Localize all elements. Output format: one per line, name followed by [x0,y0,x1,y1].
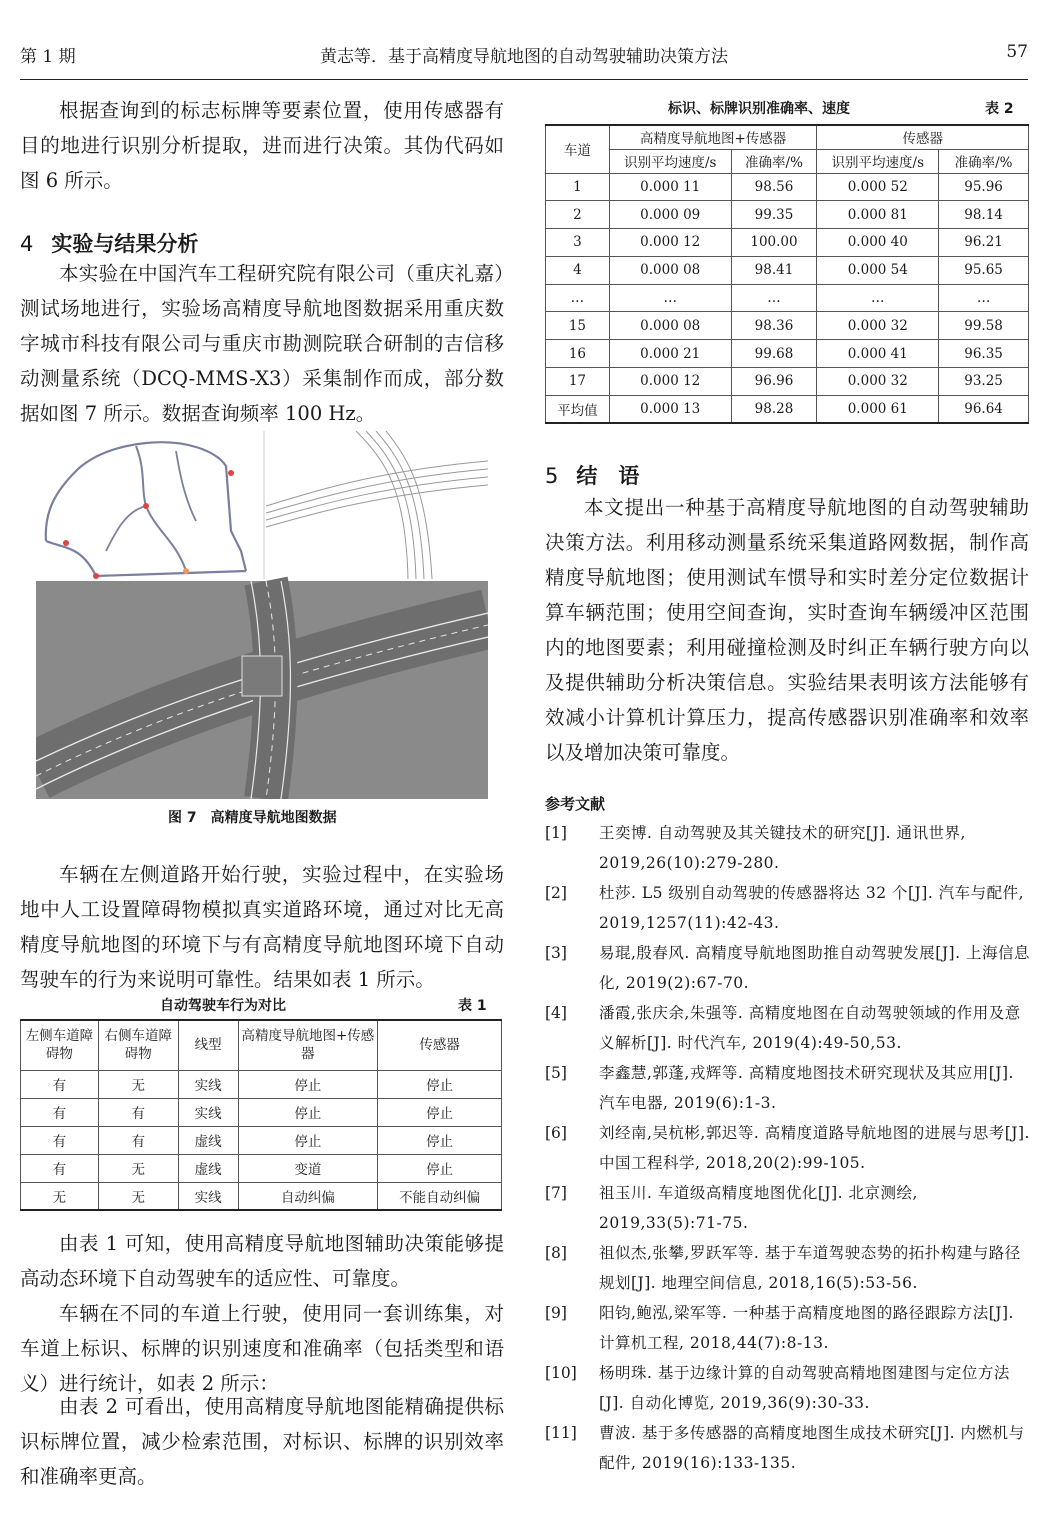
reference-text: 阳钧,鲍泓,梁军等. 一种基于高精度地图的路径跟踪方法[J]. 计算机工程, 2018,44(7):8-13. [599,1304,1014,1352]
paragraph-query-intro: 根据查询到的标志标牌等要素位置，使用传感器有目的地进行识别分析提取，进而进行决策。其伪代码如图 6 所示。 [20,99,504,192]
table-row [21,1182,502,1210]
reference-item [545,1298,1035,1358]
reference-text: 杜莎. L5 级别自动驾驶的传感器将达 32 个[J]. 汽车与配件, 2019,1257(11):42-43. [599,884,1025,932]
table-cell: 实线 [178,1182,238,1210]
table-cell: … [731,284,817,312]
reference-item [545,878,1035,938]
table-2-caption: 标识、标牌识别准确率、速度 [668,101,850,117]
reference-text: 刘经南,吴杭彬,郭迟等. 高精度道路导航地图的进展与思考[J]. 中国工程科学, 2018,20(2):99-105. [599,1124,1030,1172]
table-cell: 93.25 [939,368,1029,396]
table-cell: 0.000 52 [817,173,939,201]
table-cell: 停止 [378,1126,502,1154]
table-cell: 有 [21,1070,99,1098]
table-2 [545,124,1029,424]
table-cell: 无 [21,1182,99,1210]
table-1-header: 左侧车道障碍物 [21,1020,99,1070]
lane-detail-panel [266,431,488,579]
page-number: 57 [1006,42,1028,62]
table-cell: 有 [21,1154,99,1182]
reference-text: 王奕博. 自动驾驶及其关键技术的研究[J]. 通讯世界, 2019,26(10):279-280. [599,824,966,872]
table-cell: 17 [546,368,610,396]
table-cell: 99.58 [939,312,1029,340]
reference-index: [5] [545,1064,567,1082]
table-2-header-row [546,125,1029,149]
reference-item [545,1178,1035,1238]
table-row [546,284,1029,312]
table-cell: 实线 [178,1070,238,1098]
paragraph-table2-conclusion: 由表 2 可看出，使用高精度导航地图能精确提供标识标牌位置，减少检索范围，对标识、标牌的识别效率和准确率更高。 [20,1395,504,1488]
reference-item [545,1358,1035,1418]
table-row [546,368,1029,396]
table-cell: 有 [21,1126,99,1154]
table-row [21,1154,502,1182]
table-cell: 停止 [238,1098,378,1126]
table-row [21,1098,502,1126]
reference-text: 杨明珠. 基于边缘计算的自动驾驶高精地图建图与定位方法[J]. 自动化博览, 2019,36(9):30-33. [599,1364,1010,1412]
table-1-header: 传感器 [378,1020,502,1070]
table-2-body [546,173,1029,423]
reference-text: 祖玉川. 车道级高精度地图优化[J]. 北京测绘, 2019,33(5):71-75. [599,1184,918,1232]
table-2-subheader-speed: 识别平均速度/s [817,149,939,173]
table-row [546,256,1029,284]
table-cell: 0.000 08 [609,256,731,284]
reference-item [545,938,1035,998]
table-cell: 96.64 [939,395,1029,423]
table-cell: 停止 [378,1098,502,1126]
table-cell: 95.65 [939,256,1029,284]
table-cell: 0.000 12 [609,229,731,257]
table-cell: 95.96 [939,173,1029,201]
reference-item [545,1058,1035,1118]
table-cell: 0.000 54 [817,256,939,284]
section-title-text: 实验与结果分析 [51,232,199,256]
table-cell: 99.35 [731,201,817,229]
table-cell: … [939,284,1029,312]
table-2-header-group-hdmap: 高精度导航地图+传感器 [609,125,817,149]
reference-index: [9] [545,1304,567,1322]
table-cell: 1 [546,173,610,201]
table-cell: 0.000 13 [609,395,731,423]
table-cell: 0.000 08 [609,312,731,340]
reference-index: [6] [545,1124,567,1142]
reference-index: [11] [545,1424,577,1442]
table-row [21,1070,502,1098]
table-cell: 0.000 40 [817,229,939,257]
figure-7-caption: 图 7 高精度导航地图数据 [168,810,337,826]
table-2-subheader-accuracy: 准确率/% [731,149,817,173]
reference-index: [3] [545,944,567,962]
reference-text: 祖似杰,张攀,罗跃军等. 基于车道驾驶态势的拓扑构建与路径规划[J]. 地理空间信息, 2018,16(5):53-56. [599,1244,1021,1292]
table-cell: 0.000 32 [817,312,939,340]
reference-index: [1] [545,824,567,842]
table-row [546,340,1029,368]
reference-index: [10] [545,1364,577,1382]
table-cell: 98.41 [731,256,817,284]
overview-map-panel [36,431,262,579]
table-cell: 96.21 [939,229,1029,257]
table-1-body [21,1070,502,1210]
table-cell: 平均值 [546,395,610,423]
section-title-text: 结 语 [576,464,640,488]
table-cell: 停止 [238,1126,378,1154]
table-cell: 0.000 09 [609,201,731,229]
issue-number: 第 1 期 [20,47,76,67]
table-cell: 无 [98,1154,178,1182]
table-1 [20,1019,502,1211]
table-cell: 96.35 [939,340,1029,368]
table-cell: 2 [546,201,610,229]
table-row [546,173,1029,201]
table-1-caption: 自动驾驶车行为对比 [160,998,286,1014]
paragraph-conclusion: 本文提出一种基于高精度导航地图的自动驾驶辅助决策方法。利用移动测量系统采集道路网数据，制作高精度导航地图；使用测试车惯导和实时差分定位数据计算车辆范围；使用空间查询，实时查询车辆缓冲区范围内的地图要素；利用碰撞检测及时纠正车辆行驶方向以及提供辅助分析决策信息。实验结果表明该方法能够有效减小计算机计算压力，提高传感器识别准确率和效率以及增加决策可靠度。 [545,496,1029,764]
table-2-subheader-speed: 识别平均速度/s [609,149,731,173]
table-1-label: 表 1 [458,998,487,1014]
table-cell: 99.68 [731,340,817,368]
table-cell: 实线 [178,1098,238,1126]
table-2-subheader-row [546,149,1029,173]
table-cell: 0.000 81 [817,201,939,229]
table-cell: 4 [546,256,610,284]
table-cell: 0.000 61 [817,395,939,423]
table-2-header-group-sensor: 传感器 [817,125,1029,149]
table-cell: 变道 [238,1154,378,1182]
table-cell: 虚线 [178,1154,238,1182]
section-5-heading [545,460,639,490]
table-cell: 0.000 21 [609,340,731,368]
reference-text: 易琨,殷春风. 高精度导航地图助推自动驾驶发展[J]. 上海信息化, 2019(2):67-70. [599,944,1030,992]
reference-text: 李鑫慧,郭蓬,戎辉等. 高精度地图技术研究现状及其应用[J]. 汽车电器, 2019(6):1-3. [599,1064,1014,1112]
table-cell: 16 [546,340,610,368]
table-row [546,395,1029,423]
table-cell: … [817,284,939,312]
table-row [546,312,1029,340]
paragraph-experiment-site: 本实验在中国汽车工程研究院有限公司（重庆礼嘉）测试场地进行，实验场高精度导航地图数据采用重庆数字城市科技有限公司与重庆市勘测院联合研制的吉信移动测量系统（DCQ-MMS-X3）采集制作而成，部分数据如图 7 所示。数据查询频率 100 Hz。 [20,262,504,425]
table-cell: 停止 [378,1070,502,1098]
table-cell: 100.00 [731,229,817,257]
table-row [546,201,1029,229]
running-title: 黄志等．基于高精度导航地图的自动驾驶辅助决策方法 [320,47,728,67]
page-header [20,30,1028,80]
table-cell: 有 [21,1098,99,1126]
table-cell: 98.14 [939,201,1029,229]
table-cell: 98.56 [731,173,817,201]
paragraph-vehicle-test: 车辆在左侧道路开始行驶，实验过程中，在实验场地中人工设置障碍物模拟真实道路环境，通过对比无高精度导航地图的环境下与有高精度导航地图环境下自动驾驶车的行为来说明可靠性。结果如表 1 所示。 [20,863,504,991]
table-1-header-row [21,1020,502,1070]
table-cell: 自动纠偏 [238,1182,378,1210]
paragraph-table2-intro: 车辆在不同的车道上行驶，使用同一套训练集，对车道上标识、标牌的识别速度和准确率（包括类型和语义）进行统计，如表 2 所示： [20,1302,504,1395]
table-cell: 停止 [238,1070,378,1098]
section-number: 4 [20,232,34,256]
table-cell: 停止 [378,1154,502,1182]
section-number: 5 [545,464,559,488]
figure-7-hd-map [36,431,488,799]
section-4-heading [20,228,198,258]
table-cell: … [546,284,610,312]
table-cell: 不能自动纠偏 [378,1182,502,1210]
reference-index: [8] [545,1244,567,1262]
table-1-header: 右侧车道障碍物 [98,1020,178,1070]
table-cell: 3 [546,229,610,257]
table-row [546,229,1029,257]
reference-item [545,818,1035,878]
paragraph-table1-conclusion: 由表 1 可知，使用高精度导航地图辅助决策能够提高动态环境下自动驾驶车的适应性、可靠度。 [20,1232,504,1290]
table-cell: 98.36 [731,312,817,340]
reference-item [545,1418,1035,1478]
table-cell: 0.000 41 [817,340,939,368]
table-cell: 0.000 32 [817,368,939,396]
table-cell: 有 [98,1126,178,1154]
reference-text: 曹波. 基于多传感器的高精度地图生成技术研究[J]. 内燃机与配件, 2019(16):133-135. [599,1424,1025,1472]
table-2-label: 表 2 [985,101,1014,117]
table-cell: 0.000 11 [609,173,731,201]
table-cell: 无 [98,1182,178,1210]
table-2-subheader-accuracy: 准确率/% [939,149,1029,173]
table-1-header: 线型 [178,1020,238,1070]
table-cell: 无 [98,1070,178,1098]
reference-item [545,998,1035,1058]
intersection-panel [36,581,488,799]
table-1-header: 高精度导航地图+传感器 [238,1020,378,1070]
table-cell: 98.28 [731,395,817,423]
reference-index: [7] [545,1184,567,1202]
table-cell: 15 [546,312,610,340]
references-heading: 参考文献 [545,795,606,813]
table-cell: 虚线 [178,1126,238,1154]
reference-text: 潘霞,张庆余,朱强等. 高精度地图在自动驾驶领域的作用及意义解析[J]. 时代汽车, 2019(4):49-50,53. [599,1004,1021,1052]
table-row [21,1126,502,1154]
table-cell: 有 [98,1098,178,1126]
table-cell: 96.96 [731,368,817,396]
reference-item [545,1238,1035,1298]
reference-item [545,1118,1035,1178]
table-2-header-lane: 车道 [546,125,610,173]
table-cell: … [609,284,731,312]
reference-index: [2] [545,884,567,902]
reference-index: [4] [545,1004,567,1022]
table-cell: 0.000 12 [609,368,731,396]
